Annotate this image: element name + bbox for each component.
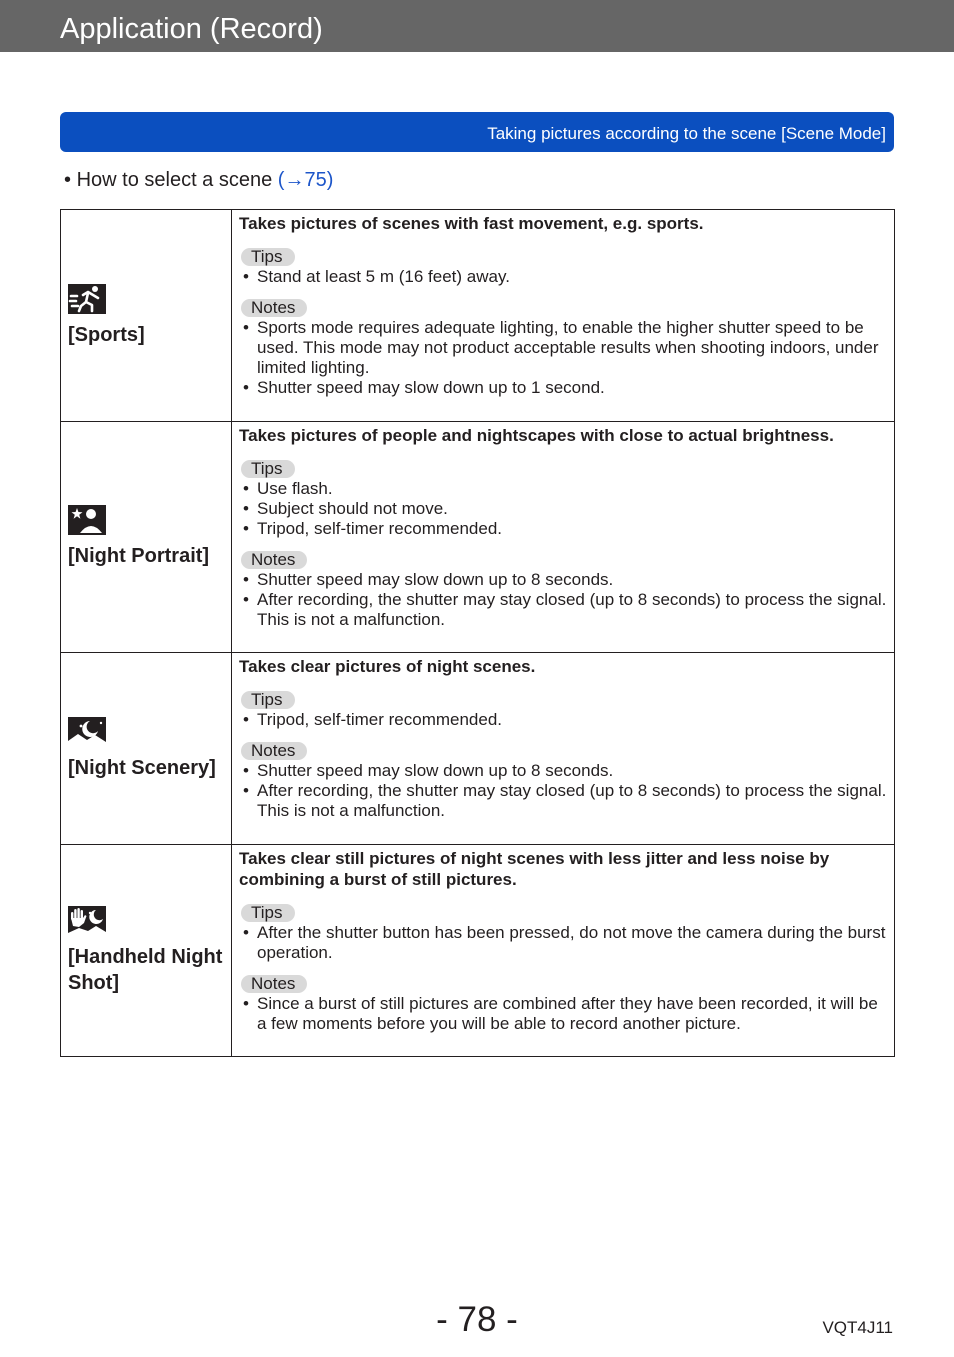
scene-name: [Sports]	[68, 323, 145, 346]
notes-badge: Notes	[241, 742, 307, 760]
howto-line	[64, 168, 333, 192]
document-code: VQT4J11	[822, 1318, 893, 1337]
scene-row-night-scenery	[61, 653, 895, 845]
scene-lead: Takes clear pictures of night scenes.	[239, 657, 536, 676]
scene-lead: Takes pictures of scenes with fast movement, e.g. sports.	[239, 214, 704, 233]
night-portrait-icon	[68, 505, 106, 535]
howto-text: How to select a scene	[76, 169, 273, 191]
list-item: • Tripod, self-timer recommended.	[243, 519, 888, 539]
list-item: • After the shutter button has been pressed, do not move the camera during the burst operation.	[243, 923, 888, 963]
list-item: • Tripod, self-timer recommended.	[243, 710, 888, 730]
section-banner	[60, 112, 894, 152]
notes-badge: Notes	[241, 975, 307, 993]
notes-badge: Notes	[241, 299, 307, 317]
list-item: • Shutter speed may slow down up to 8 seconds.	[243, 570, 888, 590]
section-title: Taking pictures according to the scene [Scene Mode]	[487, 124, 886, 143]
scene-name-cell	[61, 653, 232, 845]
scene-description-cell	[232, 653, 895, 845]
scene-description-cell	[232, 845, 895, 1057]
list-item: • After recording, the shutter may stay closed (up to 8 seconds) to process the signal. This is not a malfunction.	[243, 590, 888, 630]
page-ref-link[interactable]: (→75)	[277, 169, 334, 191]
night-scenery-icon	[68, 717, 106, 747]
page-header-title: Application (Record)	[60, 13, 323, 45]
tips-list	[239, 710, 888, 730]
list-item: • Sports mode requires adequate lighting, to enable the higher shutter speed to be used. This mode may not product acceptable results when shooting indoors, under limited lighting.	[243, 318, 888, 378]
tips-list	[239, 479, 888, 539]
notes-list	[239, 994, 888, 1034]
bullet: •	[64, 169, 72, 191]
scene-description-cell	[232, 210, 895, 422]
scene-row-handheld-night-shot	[61, 845, 895, 1057]
scene-lead: Takes pictures of people and nightscapes with close to actual brightness.	[239, 426, 834, 445]
notes-list	[239, 318, 888, 398]
scene-table	[60, 209, 895, 1057]
scene-description-cell	[232, 422, 895, 653]
tips-badge: Tips	[241, 460, 295, 478]
notes-list	[239, 570, 888, 630]
handheld-night-shot-icon	[68, 906, 106, 936]
list-item: • Stand at least 5 m (16 feet) away.	[243, 267, 888, 287]
scene-row-night-portrait	[61, 422, 895, 653]
scene-name: [Handheld Night Shot]	[68, 945, 223, 994]
list-item: • Since a burst of still pictures are combined after they have been recorded, it will be a few moments before you will be able to record another picture.	[243, 994, 888, 1034]
list-item: • Shutter speed may slow down up to 1 second.	[243, 378, 888, 398]
scene-lead: Takes clear still pictures of night scenes with less jitter and less noise by combining a burst of still pictures.	[239, 849, 830, 889]
sports-runner-icon	[68, 284, 106, 314]
list-item: • Shutter speed may slow down up to 8 seconds.	[243, 761, 888, 781]
tips-badge: Tips	[241, 248, 295, 266]
header-bar	[0, 0, 954, 52]
tips-list	[239, 267, 888, 287]
list-item: • After recording, the shutter may stay closed (up to 8 seconds) to process the signal. This is not a malfunction.	[243, 781, 888, 821]
notes-list	[239, 761, 888, 821]
list-item: • Use flash.	[243, 479, 888, 499]
page-number: - 78 -	[436, 1300, 518, 1339]
tips-badge: Tips	[241, 691, 295, 709]
scene-row-sports	[61, 210, 895, 422]
scene-name-cell	[61, 422, 232, 653]
notes-badge: Notes	[241, 551, 307, 569]
scene-name-cell	[61, 845, 232, 1057]
scene-name: [Night Portrait]	[68, 545, 210, 567]
scene-name-cell	[61, 210, 232, 422]
scene-name: [Night Scenery]	[68, 756, 216, 779]
list-item: • Subject should not move.	[243, 499, 888, 519]
tips-list	[239, 923, 888, 963]
tips-badge: Tips	[241, 904, 295, 922]
